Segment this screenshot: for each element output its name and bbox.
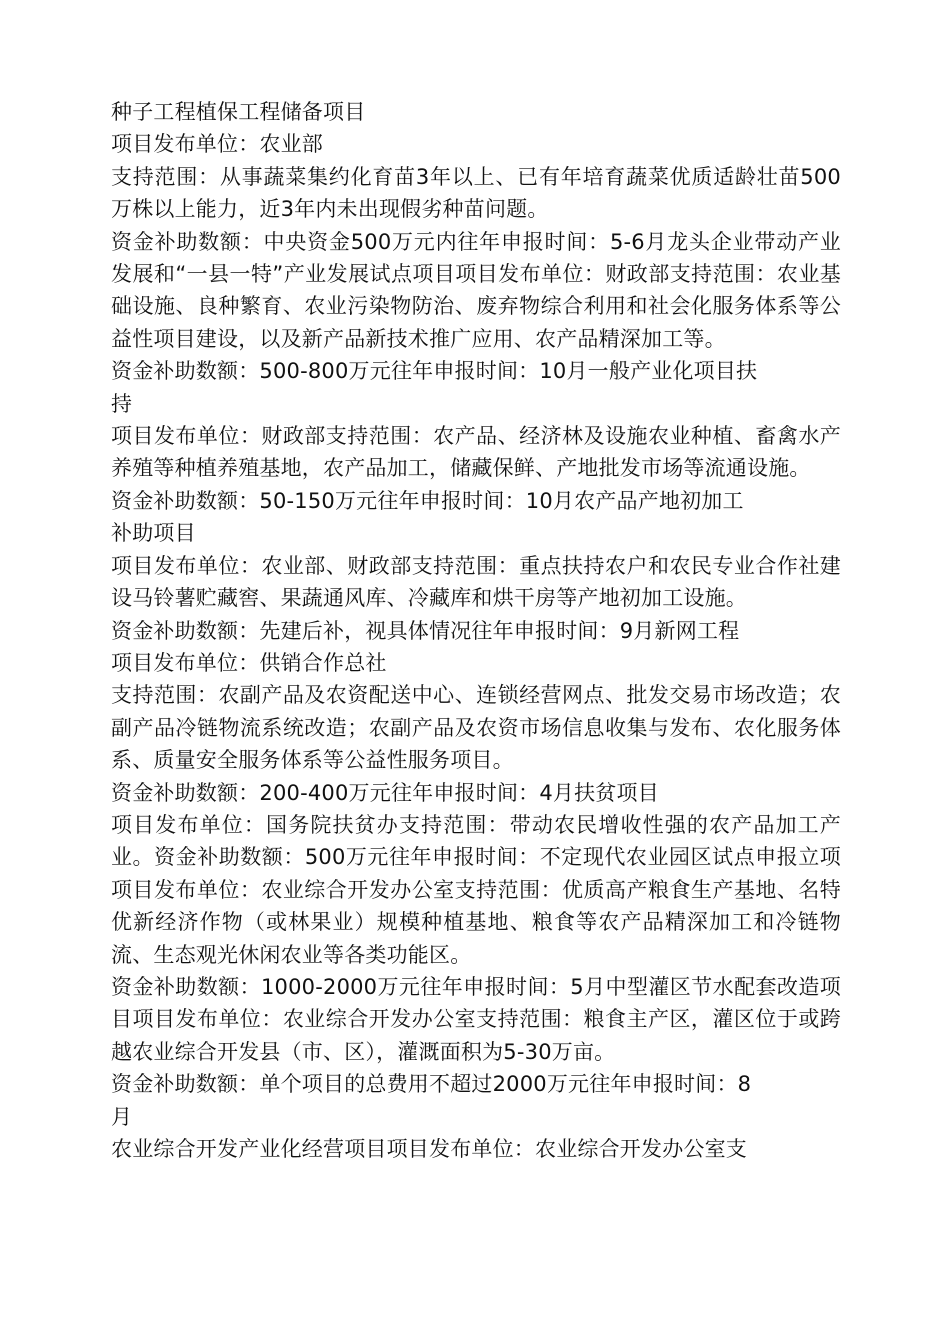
paragraph-18: 月	[111, 1104, 133, 1129]
paragraph-19: 农业综合开发产业化经营项目项目发布单位：农业综合开发办公室支	[111, 1137, 747, 1161]
paragraph-10: 项目发布单位：农业部、财政部支持范围：重点扶持农户和农民专业合作社建设马铃薯贮藏窖、果蔬通风库、冷藏库和烘干房等产地初加工设施。	[111, 553, 841, 611]
paragraph-1: 种子工程植保工程储备项目	[111, 100, 366, 124]
paragraph-11: 资金补助数额：先建后补，视具体情况往年申报时间：9月新网工程	[111, 618, 740, 643]
paragraph-14: 资金补助数额：200-400万元往年申报时间：4月扶贫项目	[111, 780, 659, 805]
paragraph-15: 项目发布单位：国务院扶贫办支持范围：带动农民增收性强的农产品加工产业。资金补助数额：500万元往年申报时间：不定现代农业园区试点申报立项项目发布单位：农业综合开发办公室支持范围：优质高产粮食生产基地、名特优新经济作物（或林果业）规模种植基地、粮食等农产品精深加工和冷链物流、生态观光休闲农业等各类功能区。	[111, 812, 841, 967]
paragraph-13: 支持范围：农副产品及农资配送中心、连锁经营网点、批发交易市场改造；农副产品冷链物流系统改造；农副产品及农资市场信息收集与发布、农化服务体系、质量安全服务体系等公益性服务项目。	[111, 683, 841, 773]
paragraph-3: 支持范围：从事蔬菜集约化育苗3年以上、已有年培育蔬菜优质适龄壮苗500万株以上能力，近3年内未出现假劣种苗问题。	[111, 164, 841, 222]
paragraph-7: 项目发布单位：财政部支持范围：农产品、经济林及设施农业种植、畜禽水产养殖等种植养殖基地，农产品加工，储藏保鲜、产地批发市场等流通设施。	[111, 424, 841, 481]
document-body	[111, 96, 841, 1165]
paragraph-12: 项目发布单位：供销合作总社	[111, 650, 387, 675]
paragraph-16: 资金补助数额：1000-2000万元往年申报时间：5月中型灌区节水配套改造项目项目发布单位：农业综合开发办公室支持范围：粮食主产区，灌区位于或跨越农业综合开发县（市、区），灌溉面积为5-30万亩。	[111, 974, 841, 1064]
paragraph-17: 资金补助数额：单个项目的总费用不超过2000万元往年申报时间：8	[111, 1072, 752, 1097]
paragraph-2: 项目发布单位：农业部	[111, 132, 323, 157]
paragraph-9: 补助项目	[111, 521, 196, 546]
paragraph-4: 资金补助数额：中央资金500万元内往年申报时间：5-6月龙头企业带动产业发展和“一县一特”产业发展试点项目项目发布单位：财政部支持范围：农业基础设施、良种繁育、农业污染物防治、废弃物综合利用和社会化服务体系等公益性项目建设，以及新产品新技术推广应用、农产品精深加工等。	[111, 229, 841, 351]
paragraph-6: 持	[111, 391, 133, 416]
paragraph-8: 资金补助数额：50-150万元往年申报时间：10月农产品产地初加工	[111, 488, 744, 513]
paragraph-5: 资金补助数额：500-800万元往年申报时间：10月一般产业化项目扶	[111, 359, 758, 384]
